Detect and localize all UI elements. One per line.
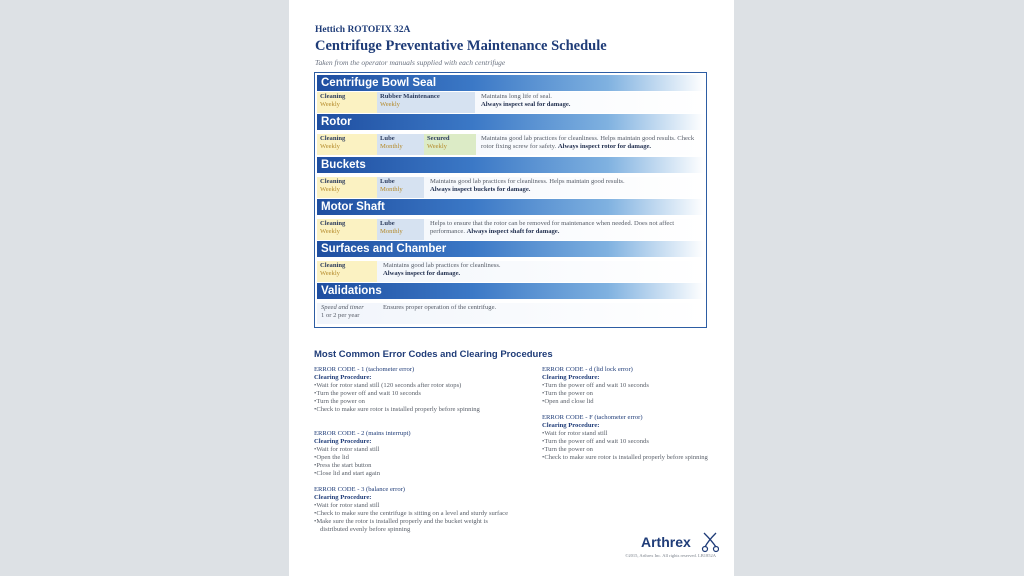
task-label: Cleaning: [320, 262, 346, 269]
page-title: Centrifuge Preventative Maintenance Schedule: [315, 38, 607, 54]
procedure-step: • Open and close lid: [542, 398, 742, 406]
inspection-note: Always inspect buckets for damage.: [430, 186, 531, 193]
task-cell: [377, 177, 424, 198]
description-text: Maintains good lab practices for cleanliness. Helps maintain good results. Check rotor fixing screw for safety.: [481, 135, 695, 150]
maintenance-schedule: [314, 72, 707, 328]
section-header: Validations: [317, 283, 704, 299]
procedure-step: • Turn the power on: [542, 446, 742, 454]
inspection-note: Always inspect for damage.: [383, 270, 461, 277]
inspection-note: Always inspect rotor for damage.: [557, 143, 652, 150]
validation-frequency: 1 or 2 per year: [321, 312, 360, 319]
description-text: Helps to ensure that the rotor can be removed for maintenance when needed. Does not affect performance.: [430, 220, 675, 235]
validation-type: Speed and timer: [321, 304, 364, 311]
task-frequency: Weekly: [427, 143, 447, 150]
procedure-step: • Wait for rotor stand still: [542, 430, 742, 438]
task-cell: [377, 92, 475, 113]
description-text: Maintains good lab practices for cleanliness.: [383, 262, 501, 269]
procedure-step: • Wait for rotor stand still (120 seconds after rotor stops): [314, 382, 514, 390]
task-label: Cleaning: [320, 93, 346, 100]
procedure-label: Clearing Procedure:: [314, 437, 372, 445]
error-code: ERROR CODE - d (lid lock error): [542, 366, 633, 373]
scissors-icon: [701, 531, 719, 553]
arthrex-logo: Arthrex: [641, 534, 691, 550]
procedure-step: • Press the start button: [314, 462, 514, 470]
section-description: [478, 134, 706, 155]
procedure-step: • Check to make sure rotor is installed properly before spinning: [542, 454, 708, 462]
task-cell: [317, 219, 377, 240]
inspection-note: Always inspect seal for damage.: [481, 101, 571, 108]
inspection-note: Always inspect shaft for damage.: [466, 228, 560, 235]
procedure-label: Clearing Procedure:: [314, 493, 372, 501]
error-code-block: [542, 414, 742, 461]
error-code: ERROR CODE - 1 (tachometer error): [314, 366, 415, 373]
task-label: Lube: [380, 178, 395, 185]
task-cell: [377, 134, 424, 155]
task-frequency: Weekly: [380, 101, 400, 108]
task-frequency: Monthly: [380, 143, 403, 150]
brand-label: Hettich ROTOFIX 32A: [315, 25, 411, 35]
copyright-notice: ©2015, Arthrex Inc. All rights reserved. LB1852A: [625, 553, 717, 558]
section-description: [427, 219, 704, 240]
task-frequency: Weekly: [320, 228, 340, 235]
procedure-label: Clearing Procedure:: [542, 421, 600, 429]
task-cell: [317, 177, 377, 198]
task-frequency: Monthly: [380, 186, 403, 193]
section-header: Rotor: [317, 114, 704, 130]
procedure-step: • Check to make sure rotor is installed properly before spinning: [314, 406, 480, 414]
section-header: Centrifuge Bowl Seal: [317, 75, 704, 91]
section-description: [478, 92, 704, 113]
task-label: Lube: [380, 135, 395, 142]
task-label: Rubber Maintenance: [380, 93, 440, 100]
validation-cell: [317, 303, 379, 324]
procedure-step: • Wait for rotor stand still: [314, 446, 514, 454]
task-label: Cleaning: [320, 135, 346, 142]
task-frequency: Weekly: [320, 186, 340, 193]
description-text: Ensures proper operation of the centrifuge.: [383, 304, 497, 311]
task-label: Lube: [380, 220, 395, 227]
procedure-step: • Turn the power on: [542, 390, 742, 398]
task-label: Cleaning: [320, 178, 346, 185]
section-row: [317, 92, 704, 113]
description-text: Maintains good lab practices for cleanliness. Helps maintain good results.: [430, 178, 625, 185]
task-cell: [317, 134, 377, 155]
error-code: ERROR CODE - 2 (mains interrupt): [314, 430, 411, 437]
procedure-step: • Wait for rotor stand still: [314, 502, 514, 510]
task-label: Secured: [427, 135, 450, 142]
procedure-step: • Make sure the rotor is installed properly and the bucket weight is distributed evenly before spinning: [314, 518, 510, 534]
procedure-step: • Turn the power off and wait 10 seconds: [542, 382, 742, 390]
procedure-step: • Turn the power off and wait 10 seconds: [542, 438, 742, 446]
task-cell: [377, 219, 424, 240]
section-row: [317, 303, 704, 324]
task-cell: [317, 92, 377, 113]
procedure-step: • Turn the power on: [314, 398, 514, 406]
description-text: Maintains long life of seal.: [481, 93, 552, 100]
error-code-block: [314, 430, 514, 477]
section-description: [427, 177, 704, 198]
procedure-label: Clearing Procedure:: [314, 373, 372, 381]
task-cell: [317, 261, 377, 282]
section-header: Surfaces and Chamber: [317, 241, 704, 257]
page-subtitle: Taken from the operator manuals supplied with each centrifuge: [315, 58, 506, 67]
task-cell: [424, 134, 476, 155]
procedure-step: • Close lid and start again: [314, 470, 514, 478]
procedure-label: Clearing Procedure:: [542, 373, 600, 381]
section-row: [317, 261, 704, 282]
error-code-block: [314, 366, 514, 413]
section-header: Motor Shaft: [317, 199, 704, 215]
section-header: Buckets: [317, 157, 704, 173]
section-row: [317, 134, 704, 155]
task-frequency: Monthly: [380, 228, 403, 235]
error-code: ERROR CODE - 3 (balance error): [314, 486, 406, 493]
procedure-step: • Turn the power off and wait 10 seconds: [314, 390, 514, 398]
procedure-step: • Check to make sure the centrifuge is sitting on a level and sturdy surface: [314, 510, 510, 518]
procedure-step: • Open the lid: [314, 454, 514, 462]
error-codes-title: Most Common Error Codes and Clearing Procedures: [314, 349, 553, 360]
section-row: [317, 177, 704, 198]
section-row: [317, 219, 704, 240]
task-label: Cleaning: [320, 220, 346, 227]
document-page: [289, 0, 734, 576]
error-code-block: [542, 366, 742, 406]
error-code-block: [314, 486, 514, 533]
task-frequency: Weekly: [320, 270, 340, 277]
section-description: [380, 261, 700, 282]
section-description: [380, 303, 700, 324]
task-frequency: Weekly: [320, 101, 340, 108]
error-code: ERROR CODE - F (tachometer error): [542, 414, 643, 421]
task-frequency: Weekly: [320, 143, 340, 150]
